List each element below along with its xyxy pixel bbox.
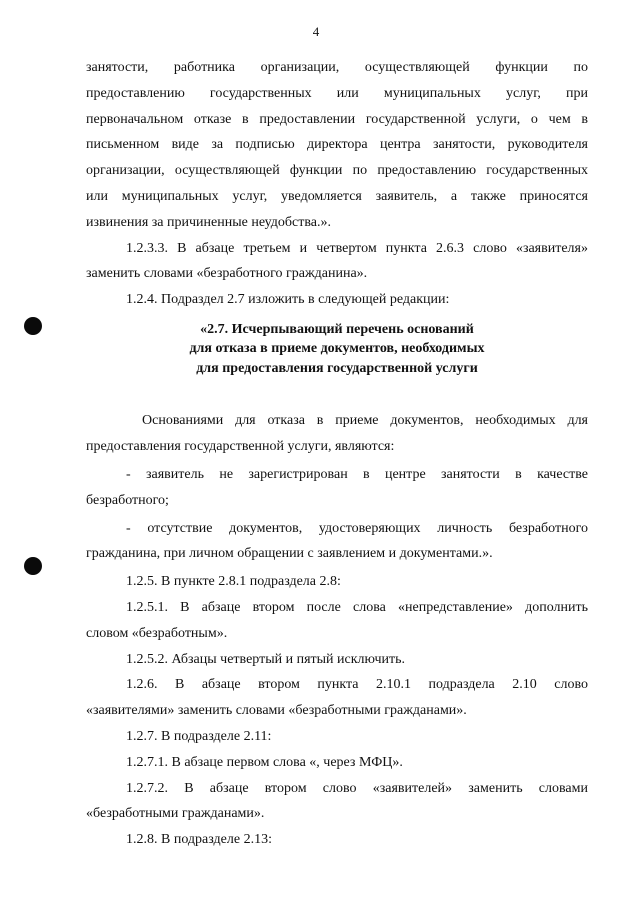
- bullet-item-cont: гражданина, при личном обращении с заявлением и документами.».: [86, 546, 493, 562]
- document-body: [86, 55, 588, 853]
- text-line: или муниципальных услуг, уведомляется заявитель, а также приносятся: [86, 188, 588, 204]
- punch-hole-mark: [24, 317, 42, 335]
- page-number: 4: [312, 24, 320, 39]
- bullet-item-cont: безработного;: [86, 492, 169, 508]
- text-line: предоставлению государственных или муниципальных услуг, при: [86, 85, 588, 101]
- text-line: организации, осуществляющей функции по предоставлению государственных: [86, 163, 588, 179]
- basis-paragraph: Основаниями для отказа в приеме документов, необходимых для: [142, 413, 588, 429]
- basis-paragraph-cont: предоставления государственной услуги, являются:: [86, 439, 395, 455]
- item-1-2-4: 1.2.4. Подраздел 2.7 изложить в следующей редакции:: [126, 292, 450, 308]
- item-1-2-7-2: 1.2.7.2. В абзаце втором слово «заявителей» заменить словами: [126, 780, 588, 796]
- punch-hole-mark: [24, 557, 42, 575]
- item-1-2-5-2: 1.2.5.2. Абзацы четвертый и пятый исключить.: [126, 651, 406, 667]
- item-1-2-8: 1.2.8. В подразделе 2.13:: [126, 832, 272, 848]
- heading-line: «2.7. Исчерпывающий перечень оснований: [200, 321, 474, 337]
- heading-line: для предоставления государственной услуги: [196, 360, 478, 376]
- text-line: занятости, работника организации, осуществляющей функции по: [86, 60, 588, 75]
- text-line: извинения за причиненные неудобства.».: [86, 214, 332, 230]
- bullet-item: - заявитель не зарегистрирован в центре занятости в качестве: [126, 467, 588, 483]
- item-1-2-5-1-cont: словом «безработным».: [86, 625, 228, 641]
- item-1-2-5: 1.2.5. В пункте 2.8.1 подраздела 2.8:: [126, 574, 341, 590]
- item-1-2-6-cont: «заявителями» заменить словами «безработными гражданами».: [86, 703, 467, 719]
- item-1-2-3-3-cont: заменить словами «безработного гражданина».: [86, 266, 368, 282]
- item-1-2-3-3: 1.2.3.3. В абзаце третьем и четвертом пункта 2.6.3 слово «заявителя»: [126, 240, 588, 256]
- item-1-2-7-2-cont: «безработными гражданами».: [86, 806, 265, 822]
- item-1-2-7: 1.2.7. В подразделе 2.11:: [126, 729, 272, 745]
- item-1-2-5-1: 1.2.5.1. В абзаце втором после слова «непредставление» дополнить: [126, 600, 588, 616]
- item-1-2-7-1: 1.2.7.1. В абзаце первом слова «, через МФЦ».: [126, 754, 403, 770]
- text-line: письменном виде за подписью директора центра занятости, руководителя: [86, 137, 588, 153]
- item-1-2-6: 1.2.6. В абзаце втором пункта 2.10.1 подраздела 2.10 слово: [126, 677, 588, 693]
- section-heading: [86, 320, 588, 379]
- heading-line: для отказа в приеме документов, необходимых: [189, 341, 485, 357]
- text-line: первоначальном отказе в предоставлении государственной услуги, о чем в: [86, 111, 588, 127]
- bullet-item: - отсутствие документов, удостоверяющих личность безработного: [126, 520, 588, 536]
